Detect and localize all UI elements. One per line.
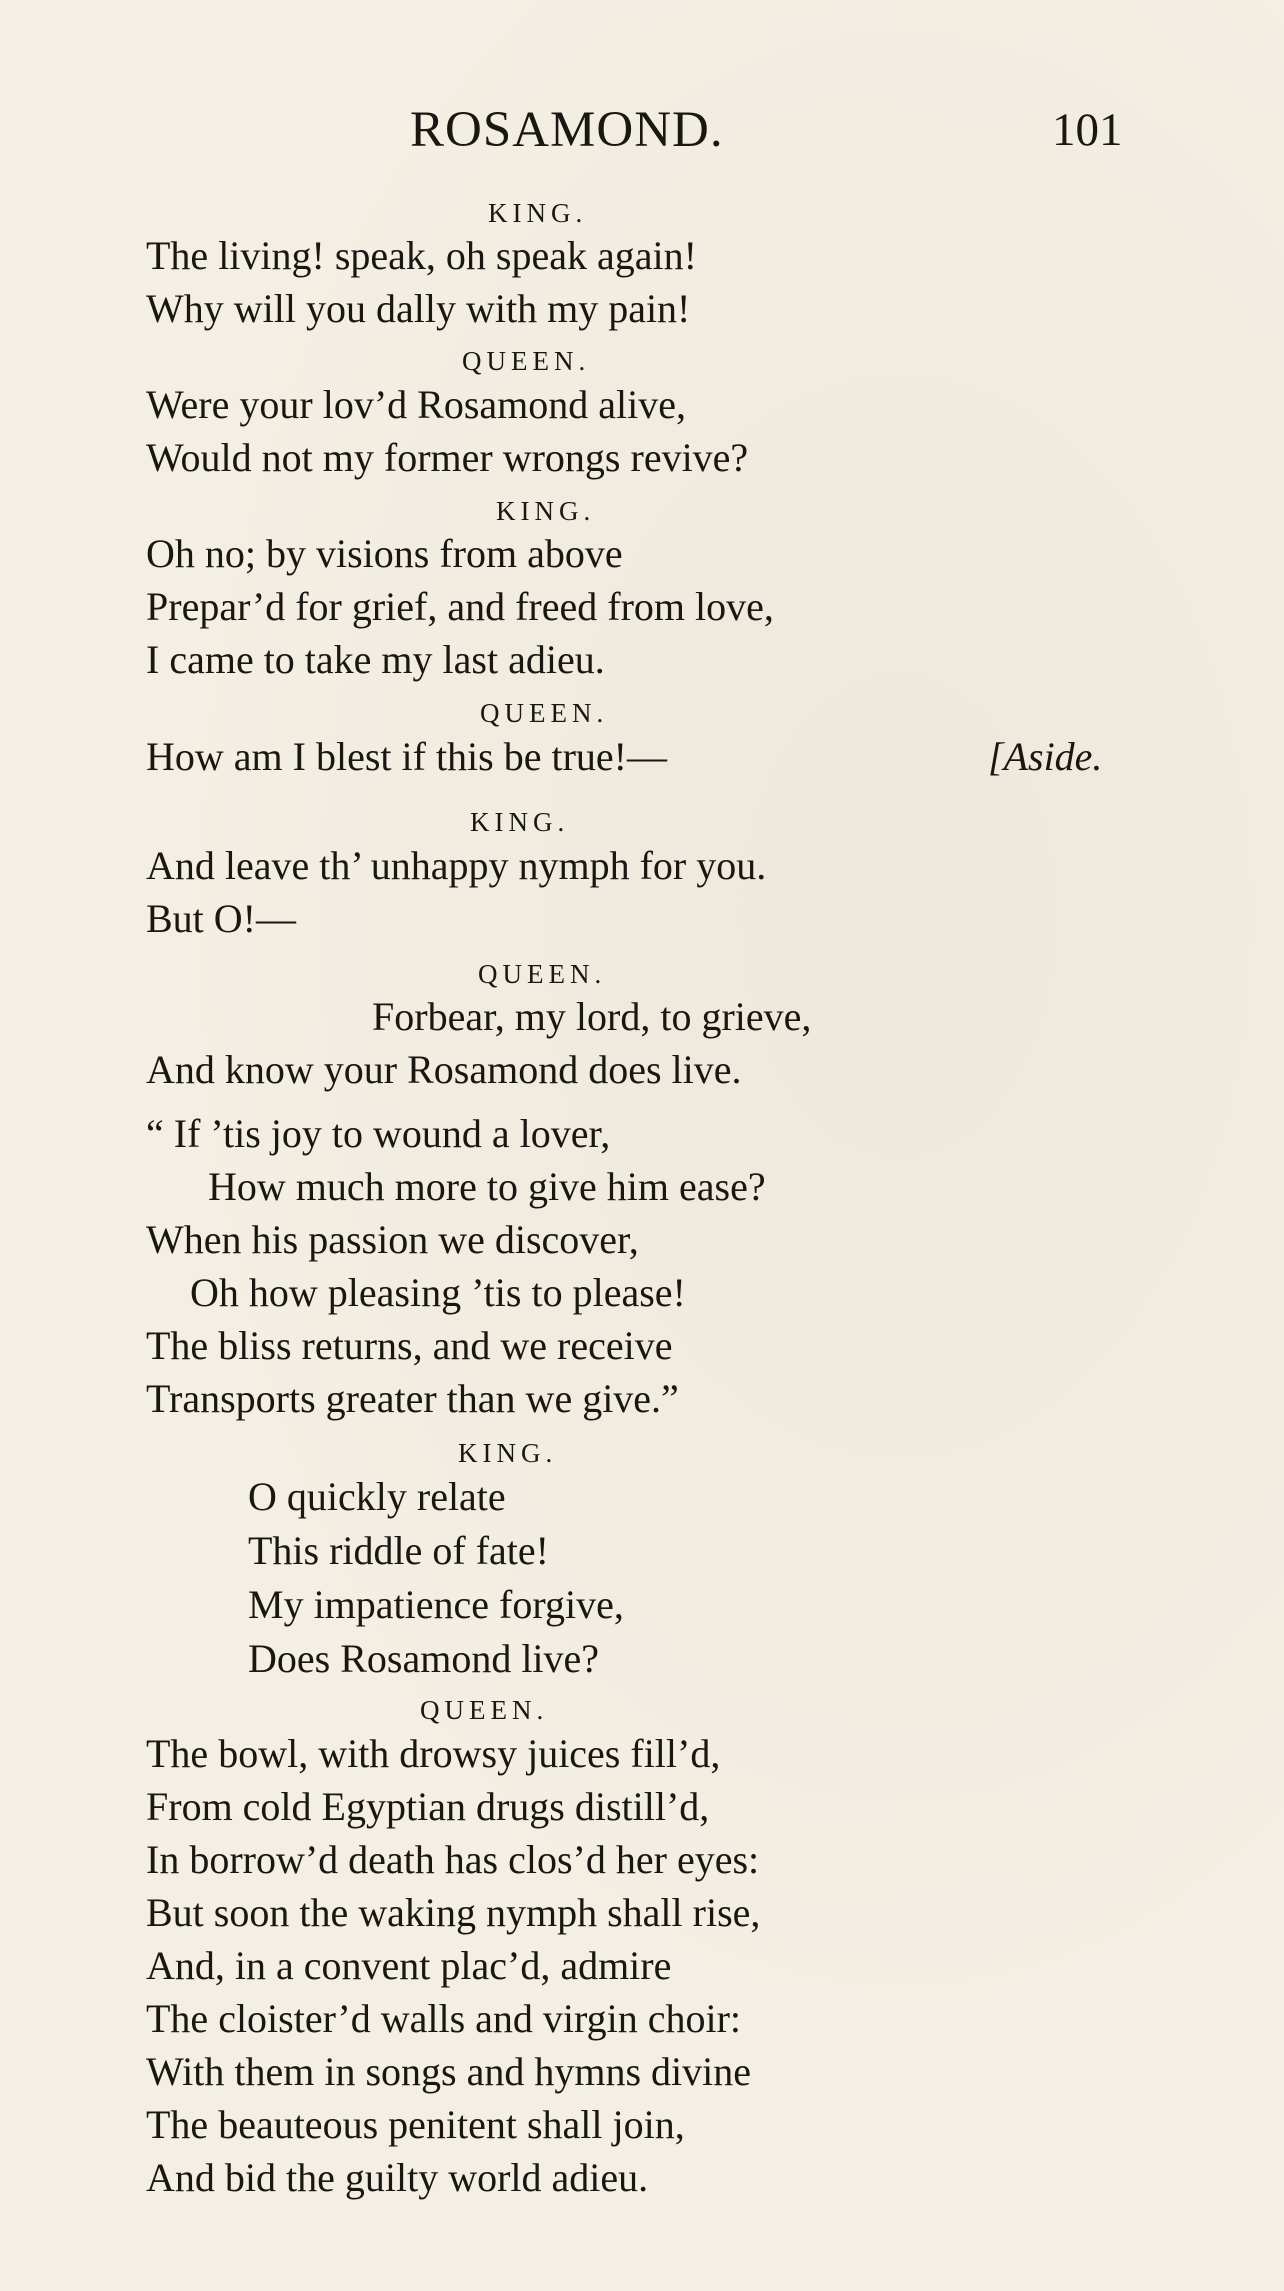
verse-line: And, in a convent plac’d, admire	[146, 1943, 672, 1988]
speaker-name: KING.	[458, 1438, 558, 1468]
speaker-name: QUEEN.	[420, 1695, 549, 1725]
verse-line: From cold Egyptian drugs distill’d,	[146, 1784, 710, 1829]
verse-line: Oh no; by visions from above	[146, 531, 623, 576]
song-line: Oh how pleasing ’tis to please!	[190, 1270, 686, 1315]
verse-line: The living! speak, oh speak again!	[146, 233, 697, 278]
verse-line: And bid the guilty world adieu.	[146, 2155, 649, 2200]
speaker-name: KING.	[496, 496, 596, 526]
verse-line: But soon the waking nymph shall rise,	[146, 1890, 761, 1935]
verse-line: How am I blest if this be true!—	[146, 734, 667, 779]
verse-line: Prepar’d for grief, and freed from love,	[146, 584, 774, 629]
verse-line: With them in songs and hymns divine	[146, 2049, 752, 2094]
verse-line: The cloister’d walls and virgin choir:	[146, 1996, 742, 2041]
speaker-name: KING.	[488, 198, 588, 228]
running-title: ROSAMOND.	[410, 102, 724, 158]
verse-line: The beauteous penitent shall join,	[146, 2102, 685, 2147]
page-number: 101	[1052, 104, 1123, 156]
verse-line: Were your lov’d Rosamond alive,	[146, 382, 686, 427]
verse-line: And know your Rosamond does live.	[146, 1047, 742, 1092]
verse-line: O quickly relate	[248, 1474, 506, 1519]
song-line: “ If ’tis joy to wound a lover,	[146, 1111, 611, 1156]
verse-line: In borrow’d death has clos’d her eyes:	[146, 1837, 760, 1882]
verse-line: Forbear, my lord, to grieve,	[372, 994, 812, 1039]
verse-line: Does Rosamond live?	[248, 1636, 600, 1681]
speaker-name: KING.	[470, 807, 570, 837]
verse-line: But O!—	[146, 896, 296, 941]
stage-direction: [Aside.	[988, 734, 1103, 779]
song-line: Transports greater than we give.”	[146, 1376, 679, 1421]
song-line: When his passion we discover,	[146, 1217, 639, 1262]
page-header	[0, 98, 1284, 162]
verse-line: Would not my former wrongs revive?	[146, 435, 749, 480]
verse-line: This riddle of fate!	[248, 1528, 549, 1573]
verse-line: And leave th’ unhappy nymph for you.	[146, 843, 767, 888]
verse-line: Why will you dally with my pain!	[146, 286, 691, 331]
song-line: The bliss returns, and we receive	[146, 1323, 673, 1368]
speaker-name: QUEEN.	[462, 346, 591, 376]
speaker-name: QUEEN.	[478, 959, 607, 989]
verse-line: My impatience forgive,	[248, 1582, 624, 1627]
verse-line: The bowl, with drowsy juices fill’d,	[146, 1731, 721, 1776]
song-line: How much more to give him ease?	[208, 1164, 766, 1209]
verse-line: I came to take my last adieu.	[146, 637, 605, 682]
speaker-name: QUEEN.	[480, 698, 609, 728]
